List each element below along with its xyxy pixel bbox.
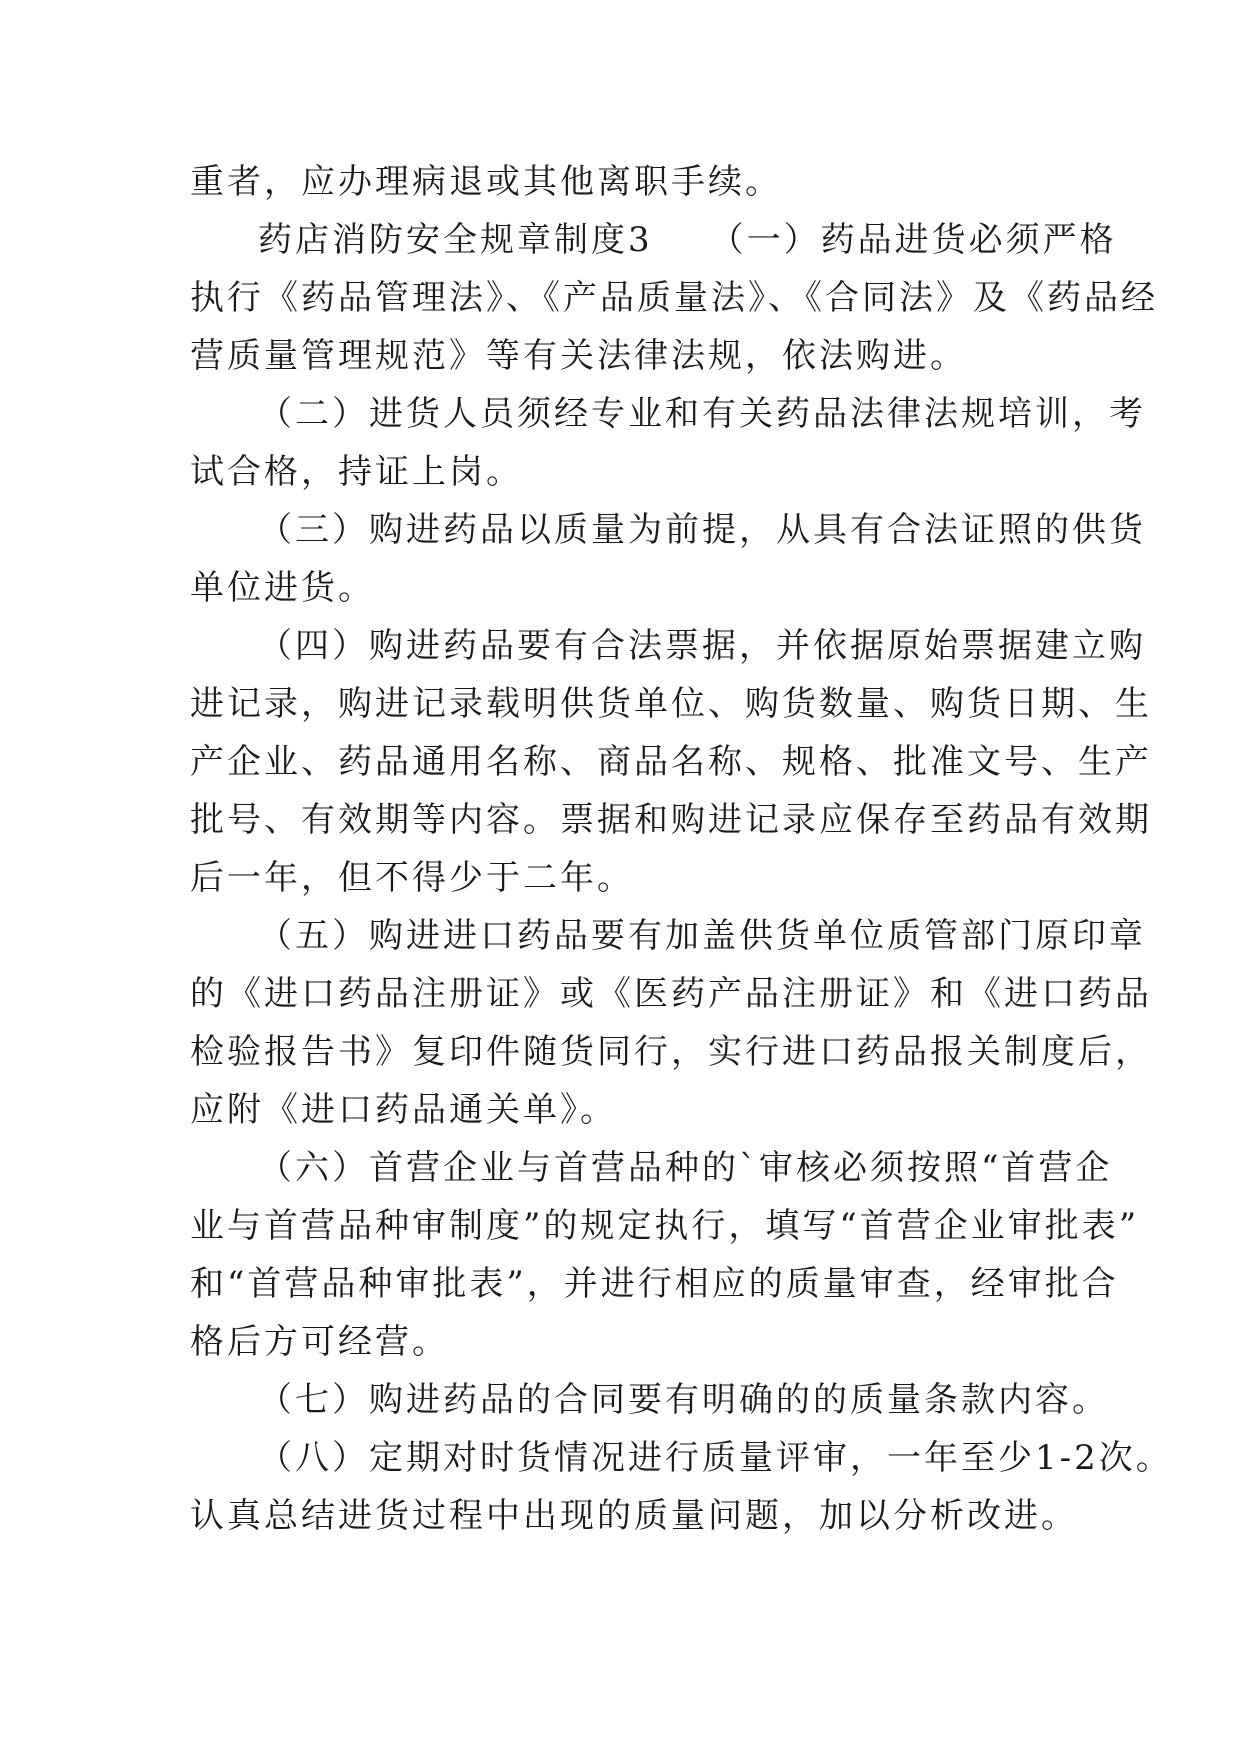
text-line: 格后方可经营。 xyxy=(190,1322,449,1362)
text-line: （八）定期对时货情况进行质量评审，一年至少1-2次。 xyxy=(258,1438,1173,1478)
text-line: 执行《药品管理法》、《产品质量法》、《合同法》及《药品经 xyxy=(190,278,1158,318)
text-line: 的《进口药品注册证》或《医药产品注册证》和《进口药品 xyxy=(190,974,1152,1014)
text-line: 认真总结进货过程中出现的质量问题，加以分析改进。 xyxy=(190,1496,1078,1536)
text-line: 进记录，购进记录载明供货单位、购货数量、购货日期、生 xyxy=(190,684,1152,724)
text-line: （四）购进药品要有合法票据，并依据原始票据建立购 xyxy=(258,626,1146,666)
text-line: 营质量管理规范》等有关法律法规，依法购进。 xyxy=(190,336,967,376)
text-line: （三）购进药品以质量为前提，从具有合法证照的供货 xyxy=(258,510,1146,550)
text-line: （七）购进药品的合同要有明确的的质量条款内容。 xyxy=(258,1380,1109,1420)
text-line: 批号、有效期等内容。票据和购进记录应保存至药品有效期 xyxy=(190,800,1152,840)
text-line: （五）购进进口药品要有加盖供货单位质管部门原印章 xyxy=(258,916,1146,956)
text-line: 药店消防安全规章制度3 （一）药品进货必须严格 xyxy=(258,220,1117,260)
text-line: （六）首营企业与首营品种的`审核必须按照“首营企 xyxy=(258,1148,1113,1188)
text-line: 应附《进口药品通关单》。 xyxy=(190,1090,617,1130)
text-line: 重者，应办理病退或其他离职手续。 xyxy=(190,162,782,202)
text-line: 单位进货。 xyxy=(190,568,375,608)
text-line: 业与首营品种审制度”的规定执行，填写“首营企业审批表” xyxy=(190,1206,1140,1246)
text-line: 试合格，持证上岗。 xyxy=(190,452,523,492)
text-line: 检验报告书》复印件随货同行，实行进口药品报关制度后， xyxy=(190,1032,1152,1072)
text-line: 后一年，但不得少于二年。 xyxy=(190,858,634,898)
text-line: （二）进货人员须经专业和有关药品法律法规培训，考 xyxy=(258,394,1146,434)
text-line: 产企业、药品通用名称、商品名称、规格、批准文号、生产 xyxy=(190,742,1152,782)
text-line: 和“首营品种审批表”，并进行相应的质量审查，经审批合 xyxy=(190,1264,1119,1304)
